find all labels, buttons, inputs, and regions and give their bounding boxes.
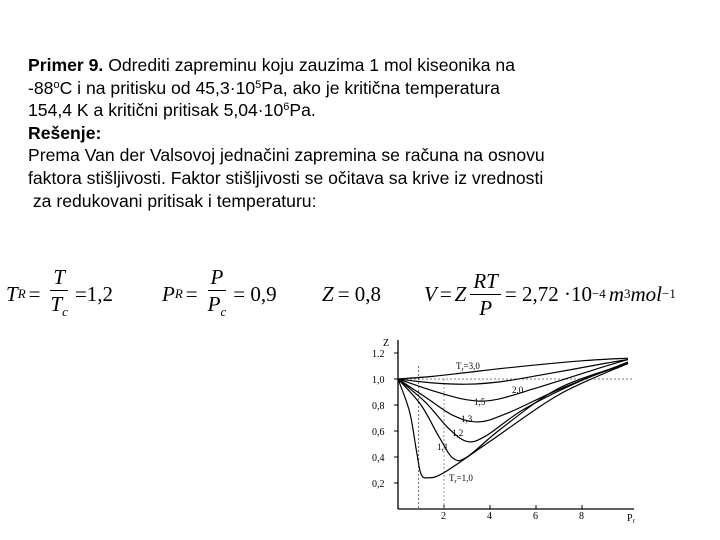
- v-fraction: [470, 269, 501, 320]
- tr-equals: =: [28, 281, 41, 306]
- y-tick-label: 1,0: [372, 375, 385, 386]
- series-label: $T_r=1,0$: [449, 473, 473, 485]
- solution-title: Rešenje:: [28, 122, 102, 143]
- v-unit-mol: mol: [630, 281, 662, 306]
- tr-den-sub: c: [62, 303, 68, 319]
- series-label: $T_r=3,0$: [456, 361, 480, 373]
- x-tick-label: 8: [579, 511, 584, 522]
- series-label-sub: r: [461, 367, 464, 373]
- x-axis-label-sub: r: [632, 517, 635, 525]
- x-axis-label: $P_r$: [627, 513, 635, 525]
- series-label: 1,1: [437, 442, 449, 452]
- series-label: 1,5: [474, 397, 486, 407]
- problem-line-3: [28, 99, 718, 122]
- v-numerator: RT: [470, 269, 501, 295]
- v-z: Z: [454, 281, 467, 306]
- problem-text: [28, 54, 718, 212]
- series-label: 2.0: [512, 385, 524, 395]
- series-line: [398, 362, 628, 422]
- series-line: [398, 363, 628, 478]
- formula-row: [0, 258, 720, 330]
- tr-lhs-sub: R: [17, 286, 26, 301]
- chart-labels: [372, 338, 636, 525]
- v-result: = 2,72 ·10: [504, 281, 592, 306]
- pr-lhs: P: [162, 281, 175, 306]
- chart-axes: [394, 340, 634, 509]
- solution-line-2: faktora stišljivosti. Faktor stišljivosti se očitava sa krive iz vrednosti: [28, 167, 544, 188]
- tr-numerator: T: [50, 265, 68, 291]
- degree-superscript: o: [53, 78, 60, 91]
- problem-line-2: [28, 77, 718, 100]
- v-unit-m-exp: 3: [623, 286, 631, 301]
- series-line: [398, 358, 628, 379]
- x-tick-label: 2: [441, 511, 446, 522]
- series-label: 1,2: [452, 428, 464, 438]
- pr-den-symbol: P: [207, 291, 221, 316]
- series-line: [398, 363, 628, 460]
- chart-series: [398, 358, 628, 478]
- series-label-rest: =3,0: [463, 361, 480, 371]
- y-tick-label: 0,2: [372, 479, 385, 490]
- v-unit-mol-exp: −1: [661, 286, 676, 301]
- reduced-temperature-formula: [6, 258, 113, 330]
- z-result: = 0,8: [337, 281, 382, 306]
- solution-line-3: za redukovani pritisak i temperaturu:: [28, 190, 317, 211]
- tr-denominator: [47, 291, 70, 324]
- y-tick-label: 0,6: [372, 427, 385, 438]
- series-label-rest: =1,0: [456, 473, 473, 483]
- pressure-exponent: 5: [255, 78, 262, 91]
- critical-pressure-exponent: 6: [283, 101, 290, 114]
- pr-numerator: P: [208, 265, 227, 291]
- volume-formula: [424, 258, 676, 330]
- tr-lhs: T: [6, 281, 18, 306]
- y-axis-label: Z: [383, 338, 390, 349]
- compressibility-formula: [322, 258, 381, 330]
- series-line: [398, 363, 628, 441]
- problem-line-3-text: 154,4 K a kritični pritisak 5,04·10: [28, 100, 284, 121]
- tr-result: =1,2: [74, 281, 114, 306]
- problem-line-3-rest: Pa.: [289, 100, 316, 121]
- x-tick-label: 4: [487, 511, 492, 522]
- pr-result: = 0,9: [233, 281, 277, 306]
- tr-fraction: [47, 265, 70, 324]
- y-tick-label: 0,8: [372, 401, 385, 412]
- solution-line-1: Prema Van der Valsovoj jednačini zapremina se računa na osnovu: [28, 145, 545, 166]
- temperature-value: -88: [28, 77, 54, 98]
- series-label-sub: r: [454, 479, 457, 485]
- v-equals: =: [439, 281, 452, 306]
- pr-equals: =: [185, 281, 198, 306]
- pr-denominator: [205, 291, 230, 324]
- pr-lhs-sub: R: [174, 286, 183, 301]
- reduced-pressure-formula: [162, 258, 277, 330]
- v-unit-m: m: [608, 281, 624, 306]
- v-denominator: P: [479, 295, 493, 320]
- series-line: [398, 360, 628, 402]
- problem-line-1-text: Odrediti zapreminu koju zauzima 1 mol kiseonika na: [103, 55, 516, 75]
- y-tick-label: 1.2: [372, 349, 385, 360]
- v-exponent: −4: [591, 286, 606, 301]
- problem-title: Primer 9.: [28, 55, 104, 75]
- tr-den-symbol: T: [50, 291, 63, 316]
- y-tick-label: 0,4: [372, 453, 385, 464]
- pr-den-sub: c: [220, 303, 227, 319]
- z-lhs: Z: [322, 281, 334, 306]
- problem-line-2-text: C i na pritisku od 45,3·10: [59, 77, 256, 98]
- v-lhs: V: [424, 281, 437, 306]
- pr-fraction: [205, 265, 230, 324]
- problem-line-1: [28, 54, 718, 77]
- x-tick-label: 6: [533, 511, 538, 522]
- series-line: [398, 360, 628, 385]
- problem-line-2-rest: Pa, ako je kritična temperatura: [261, 77, 500, 98]
- series-label: 1,3: [461, 414, 473, 424]
